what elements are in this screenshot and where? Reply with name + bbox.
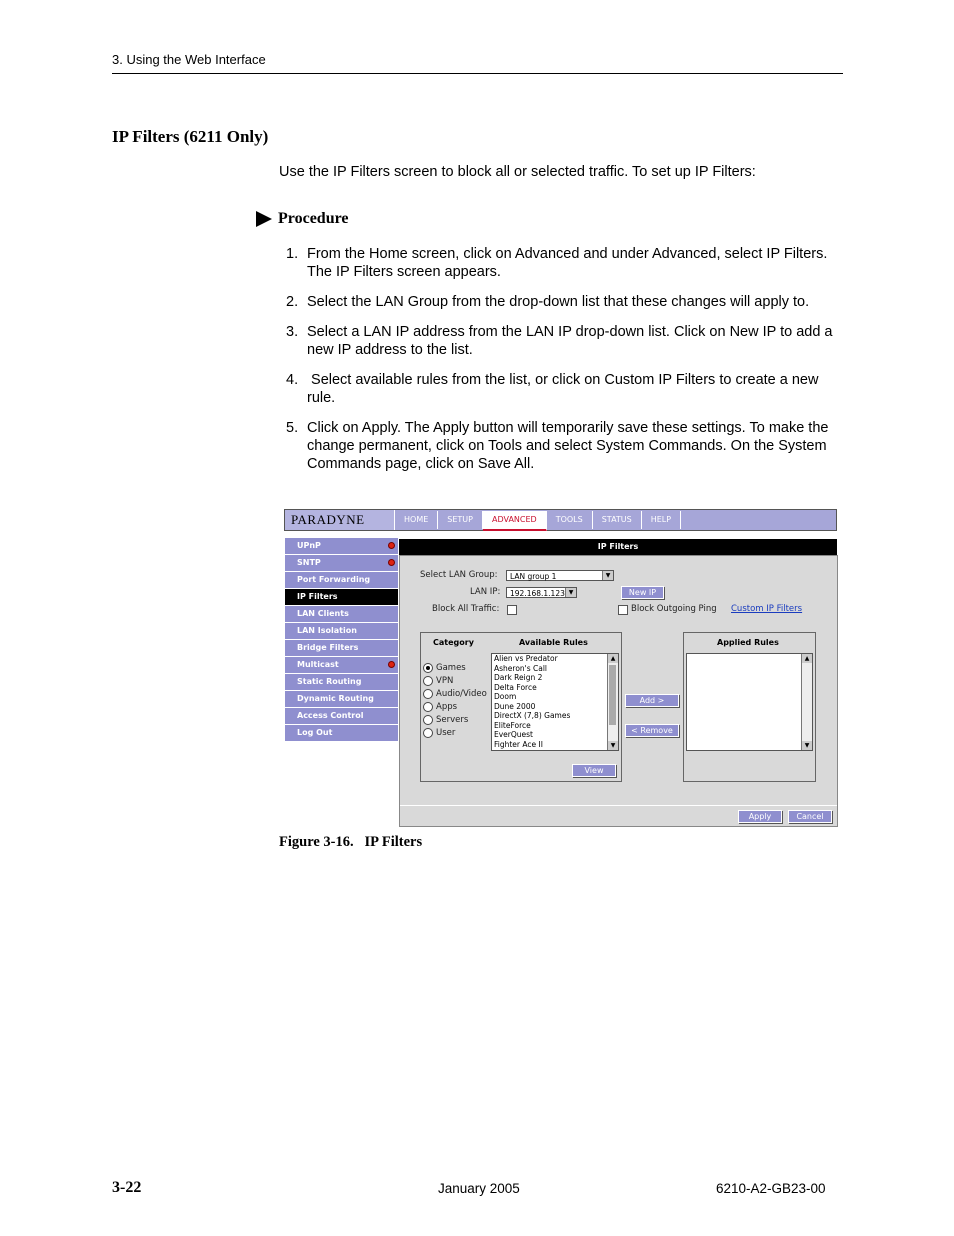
sidebar-item-bridge-filters[interactable] [285, 640, 398, 657]
sidebar-item-label: UPnP [297, 541, 321, 550]
step-item [279, 245, 849, 281]
step-item [279, 293, 849, 311]
sidebar-item-label: Dynamic Routing [297, 694, 374, 703]
step-number: 2. [286, 294, 299, 310]
scroll-down-icon[interactable]: ▼ [802, 741, 812, 750]
radio-icon [423, 728, 433, 738]
list-item[interactable]: Dark Reign 2 [494, 673, 543, 682]
sidebar-item-upnp[interactable] [285, 538, 398, 555]
ip-filters-screenshot [284, 509, 837, 825]
tab-tools[interactable]: TOOLS [547, 511, 593, 529]
radio-icon [423, 676, 433, 686]
procedure-heading [256, 210, 349, 228]
lan-group-select[interactable] [506, 570, 614, 581]
block-outgoing-label: Block Outgoing Ping [631, 604, 717, 614]
action-bar [400, 805, 837, 826]
sidebar-item-static-routing[interactable] [285, 674, 398, 691]
lan-ip-select[interactable] [506, 587, 577, 598]
radio-selected-icon [423, 663, 433, 673]
sidebar-item-label: Multicast [297, 660, 339, 669]
applied-rules-header: Applied Rules [717, 638, 779, 647]
sidebar-item-label: IP Filters [297, 592, 338, 601]
step-number: 4. [286, 372, 299, 388]
category-label: Apps [436, 702, 458, 712]
step-item [279, 371, 849, 407]
sidebar-item-access-control[interactable] [285, 708, 398, 725]
category-radio-group [423, 662, 487, 740]
lan-ip-value: 192.168.1.123 [510, 589, 565, 598]
sidebar-item-sntp[interactable] [285, 555, 398, 572]
category-option-audio-video[interactable] [423, 688, 487, 701]
status-dot-icon [388, 661, 395, 668]
applied-rules-scrollbar[interactable] [801, 654, 812, 750]
category-option-games[interactable] [423, 662, 487, 675]
footer-date: January 2005 [438, 1181, 520, 1196]
block-all-checkbox[interactable] [507, 605, 517, 615]
sidebar-item-ip-filters[interactable] [285, 589, 398, 606]
list-item[interactable]: Fighter Ace II [494, 739, 543, 749]
sidebar-item-label: Log Out [297, 728, 333, 737]
category-option-apps[interactable] [423, 701, 487, 714]
category-option-user[interactable] [423, 727, 487, 740]
tab-setup[interactable]: SETUP [438, 511, 483, 529]
sidebar [285, 538, 398, 742]
step-number: 1. [286, 246, 299, 262]
available-rules-header: Available Rules [519, 638, 588, 647]
list-item[interactable]: Dune 2000 [494, 701, 536, 711]
category-option-vpn[interactable] [423, 675, 487, 688]
chevron-down-icon: ▼ [565, 588, 576, 597]
footer-doc-id: 6210-A2-GB23-00 [716, 1181, 826, 1196]
page-number: 3-22 [112, 1179, 142, 1196]
sidebar-item-label: LAN Clients [297, 609, 349, 618]
list-item[interactable]: Alien vs Predator [494, 654, 558, 663]
scroll-down-icon[interactable]: ▼ [608, 741, 618, 750]
available-rules-scrollbar[interactable] [607, 654, 618, 750]
applied-rules-box [683, 632, 816, 782]
scroll-up-icon[interactable]: ▲ [608, 654, 618, 663]
remove-rule-button[interactable]: < Remove [625, 724, 679, 737]
block-all-label: Block All Traffic: [432, 604, 500, 614]
add-rule-button[interactable]: Add > [625, 694, 679, 707]
tab-help[interactable]: HELP [642, 511, 681, 529]
sidebar-item-port-forwarding[interactable] [285, 572, 398, 589]
ip-filters-panel [399, 555, 838, 827]
scroll-thumb[interactable] [609, 665, 616, 725]
list-item[interactable]: Doom [494, 692, 517, 701]
header-rule [112, 73, 843, 74]
radio-icon [423, 702, 433, 712]
tab-home[interactable]: HOME [395, 511, 438, 529]
list-item[interactable]: Delta Force [494, 682, 537, 692]
radio-icon [423, 689, 433, 699]
block-outgoing-checkbox[interactable] [618, 605, 628, 615]
sidebar-item-label: Static Routing [297, 677, 362, 686]
figure-caption: Figure 3-16. IP Filters [279, 834, 423, 850]
sidebar-item-label: Port Forwarding [297, 575, 371, 584]
applied-rules-list[interactable] [686, 653, 813, 751]
category-label: VPN [436, 676, 454, 686]
lan-group-value: LAN group 1 [510, 572, 557, 581]
custom-filters-link[interactable]: Custom IP Filters [731, 604, 803, 614]
category-label: Audio/Video [436, 689, 487, 699]
step-text: Select the LAN Group from the drop-down list that these changes will apply to. [307, 294, 810, 310]
step-text: Select a LAN IP address from the LAN IP drop-down list. Click on New IP to add a new IP address to the list. [307, 324, 833, 358]
apply-button[interactable]: Apply [738, 810, 782, 823]
sidebar-item-lan-clients[interactable] [285, 606, 398, 623]
tab-advanced[interactable]: ADVANCED [483, 511, 547, 531]
rules-box [420, 632, 622, 782]
section-title: IP Filters (6211 Only) [112, 127, 269, 146]
step-text: From the Home screen, click on Advanced and under Advanced, select IP Filters. The IP Filters screen appears. [307, 246, 828, 280]
step-number: 3. [286, 324, 299, 340]
radio-icon [423, 715, 433, 725]
sidebar-item-label: Access Control [297, 711, 364, 720]
lan-ip-label: LAN IP: [470, 587, 501, 597]
triangle-icon [256, 211, 272, 227]
category-label: User [436, 728, 456, 738]
top-nav-bar [284, 509, 837, 531]
sidebar-item-label: LAN Isolation [297, 626, 357, 635]
page-title: IP Filters [399, 539, 837, 555]
step-text: Click on Apply. The Apply button will temporarily save these settings. To make the change permanent, click on Tools and select System Commands. On the System Commands page, click on Save All. [307, 420, 829, 472]
cancel-button[interactable]: Cancel [788, 810, 832, 823]
sidebar-item-dynamic-routing[interactable] [285, 691, 398, 708]
category-label: Servers [436, 715, 469, 725]
tab-status[interactable]: STATUS [593, 511, 642, 529]
list-item[interactable]: EverQuest [494, 730, 533, 739]
sidebar-item-log-out[interactable] [285, 725, 398, 742]
lan-group-label: Select LAN Group: [420, 570, 498, 580]
status-dot-icon [388, 542, 395, 549]
step-number: 5. [286, 420, 299, 436]
view-button[interactable]: View [572, 764, 616, 777]
sidebar-item-label: SNTP [297, 558, 321, 567]
category-option-servers[interactable] [423, 714, 487, 727]
list-item[interactable]: Asheron's Call [494, 663, 548, 673]
category-header: Category [433, 638, 474, 647]
chevron-down-icon: ▼ [602, 571, 613, 580]
step-item [279, 419, 849, 473]
running-head: 3. Using the Web Interface [112, 52, 266, 67]
procedure-steps [279, 245, 849, 485]
available-rules-list[interactable] [491, 653, 619, 751]
status-dot-icon [388, 559, 395, 566]
step-text: Select available rules from the list, or click on Custom IP Filters to create a new rule. [307, 372, 823, 406]
paradyne-logo: PARADYNE [285, 510, 395, 530]
step-item [279, 323, 849, 359]
procedure-label: Procedure [278, 210, 349, 227]
sidebar-item-label: Bridge Filters [297, 643, 359, 652]
sidebar-item-lan-isolation[interactable] [285, 623, 398, 640]
intro-paragraph: Use the IP Filters screen to block all or selected traffic. To set up IP Filters: [279, 164, 756, 180]
sidebar-item-multicast[interactable] [285, 657, 398, 674]
list-item[interactable]: DirectX (7,8) Games [494, 711, 571, 720]
list-item[interactable]: EliteForce [494, 720, 531, 730]
category-label: Games [436, 663, 466, 673]
new-ip-button[interactable]: New IP [621, 586, 664, 599]
scroll-up-icon[interactable]: ▲ [802, 654, 812, 663]
